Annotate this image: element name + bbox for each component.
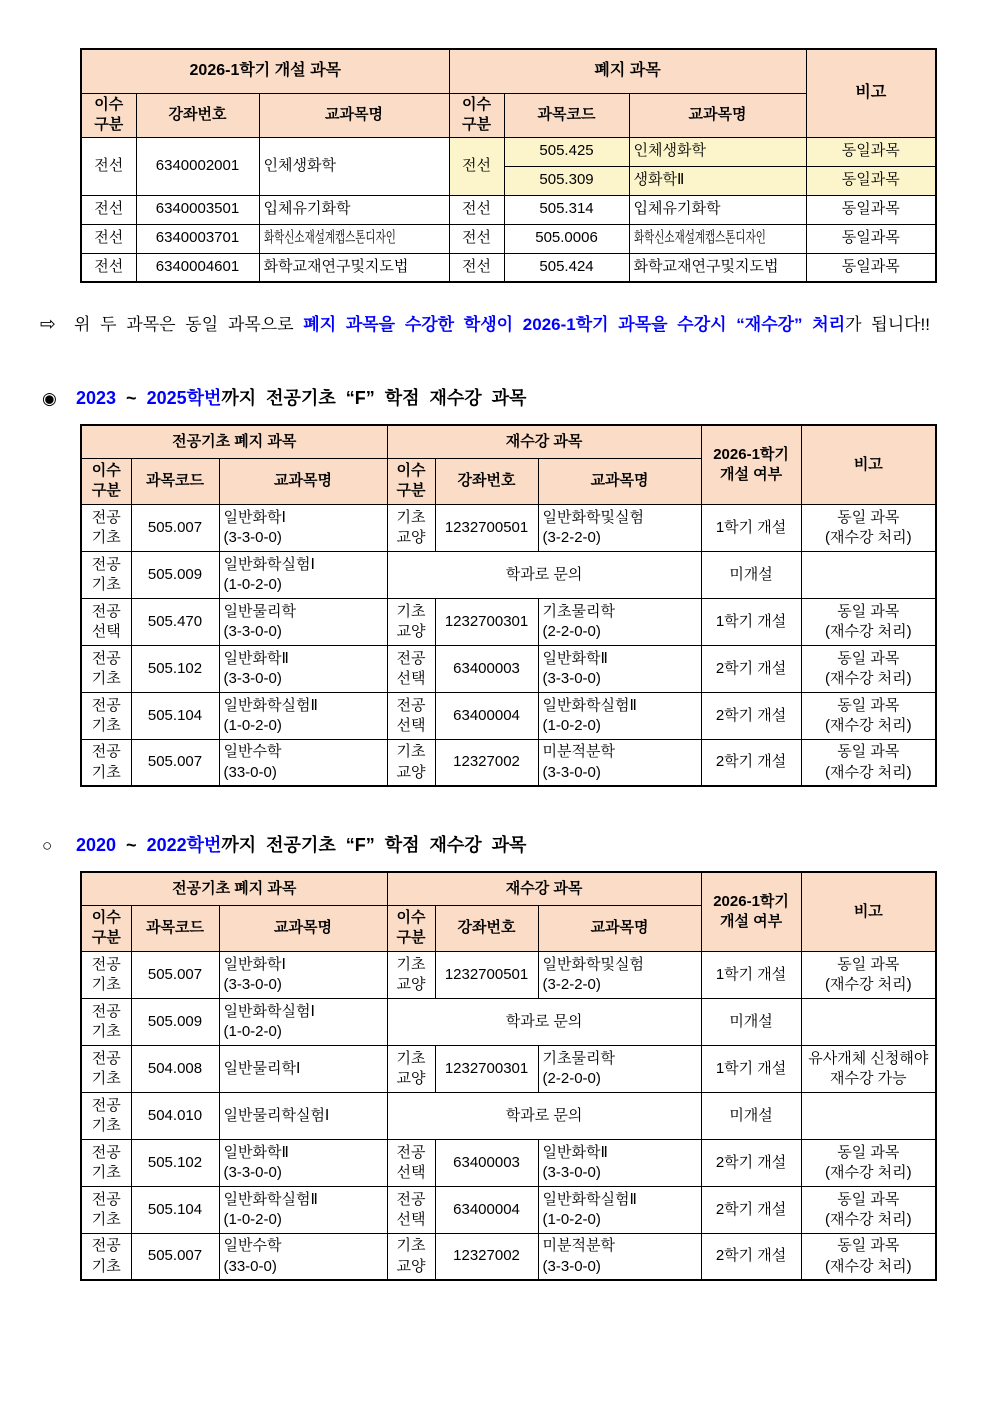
circle-bullet-icon: ○ — [42, 836, 53, 856]
cell-open-status: 2학기 개설 — [701, 1139, 801, 1186]
cell-remark: 동일 과목 (재수강 처리) — [801, 692, 936, 739]
cell-course-name: 일반수학 (33-0-0) — [219, 739, 387, 786]
column-header-course-code: 과목코드 — [131, 905, 219, 951]
cell-category: 전공 기초 — [81, 1139, 131, 1186]
cell-lecture-no: 1232700501 — [435, 504, 538, 551]
cell-lecture-no: 63400004 — [435, 1186, 538, 1233]
cell-course-name: 일반화학및실험 (3-2-2-0) — [538, 951, 701, 998]
column-header-lecture-no: 강좌번호 — [435, 905, 538, 951]
table1-header — [81, 49, 936, 137]
cell-open-status: 1학기 개설 — [701, 951, 801, 998]
cell-open-status: 2학기 개설 — [701, 1233, 801, 1280]
cell-category: 전선 — [449, 253, 504, 282]
cell-category: 전선 — [81, 137, 136, 195]
cell-remark — [801, 998, 936, 1045]
cell-course-name: 기초물리학 (2-2-0-0) — [538, 1045, 701, 1092]
column-header-course-name: 교과목명 — [538, 905, 701, 951]
table-row — [81, 1233, 936, 1280]
fisheye-bullet-icon: ◉ — [42, 389, 57, 409]
group-header-discontinued: 폐지 과목 — [449, 49, 806, 93]
cell-course-name — [259, 195, 449, 224]
right-arrow-icon: ⇨ — [40, 314, 56, 335]
table-row — [81, 551, 936, 598]
table-row — [81, 692, 936, 739]
cell-category: 전공 선택 — [387, 692, 435, 739]
cell-open-status: 1학기 개설 — [701, 504, 801, 551]
cell-category: 전선 — [81, 195, 136, 224]
table-row — [81, 224, 936, 253]
column-header-category: 이수 구분 — [81, 458, 131, 504]
cell-category: 전공 기초 — [81, 739, 131, 786]
retake-table-2020-body — [81, 951, 936, 1280]
cell-remark — [801, 551, 936, 598]
course-name-text: 화학신소재설계캡스톤디자인 — [633, 229, 766, 247]
retake-table-header — [81, 425, 936, 504]
cell-remark: 동일 과목 (재수강 처리) — [801, 951, 936, 998]
column-header-category: 이수 구분 — [81, 93, 136, 137]
cell-category: 전선 — [81, 224, 136, 253]
cell-course-name — [259, 224, 449, 253]
column-header-open-status: 2026-1학기 개설 여부 — [701, 425, 801, 504]
cell-remark: 동일과목 — [806, 224, 936, 253]
group-header-retake: 재수강 과목 — [387, 425, 701, 458]
table-row — [81, 998, 936, 1045]
retake-table-2023-body — [81, 504, 936, 786]
note-highlight-text: 폐지 과목을 수강한 학생이 2026-1학기 과목을 수강시 “재수강” 처리 — [303, 315, 846, 334]
cell-course-name — [629, 224, 806, 253]
heading-year-end: 2022학번 — [146, 835, 222, 856]
column-header-lecture-no: 강좌번호 — [136, 93, 259, 137]
cell-course-name: 일반화학실험Ⅰ (1-0-2-0) — [219, 551, 387, 598]
cell-lecture-no: 6340003501 — [136, 195, 259, 224]
note-paragraph — [40, 309, 955, 340]
cell-course-name: 일반화학Ⅱ (3-3-0-0) — [538, 1139, 701, 1186]
cell-open-status: 1학기 개설 — [701, 598, 801, 645]
cell-course-name: 일반화학실험Ⅱ (1-0-2-0) — [538, 692, 701, 739]
cell-course-name: 일반수학 (33-0-0) — [219, 1233, 387, 1280]
cell-course-name: 일반화학Ⅱ (3-3-0-0) — [219, 1139, 387, 1186]
cell-category: 전공 기초 — [81, 551, 131, 598]
cell-category: 전공 기초 — [81, 1045, 131, 1092]
column-header-lecture-no: 강좌번호 — [435, 458, 538, 504]
table-row — [81, 739, 936, 786]
heading-year-end: 2025학번 — [146, 388, 222, 409]
cell-category: 기초 교양 — [387, 1045, 435, 1092]
opened-vs-discontinued-table — [80, 48, 937, 283]
cell-open-status: 1학기 개설 — [701, 1045, 801, 1092]
cell-course-name: 인체생화학 — [259, 137, 449, 195]
cell-category: 기초 교양 — [387, 1233, 435, 1280]
group-header-discontinued-basics: 전공기초 폐지 과목 — [81, 425, 387, 458]
cell-course-name: 일반화학실험Ⅱ (1-0-2-0) — [538, 1186, 701, 1233]
cell-remark: 동일 과목 (재수강 처리) — [801, 504, 936, 551]
table-row — [81, 1139, 936, 1186]
cell-course-code: 505.102 — [131, 645, 219, 692]
course-name-text: 화학신소재설계캡스톤디자인 — [263, 229, 396, 247]
cell-course-name: 미분적분학 (3-3-0-0) — [538, 1233, 701, 1280]
table-row — [81, 1045, 936, 1092]
cell-remark: 동일 과목 (재수강 처리) — [801, 1186, 936, 1233]
cell-category: 전공 선택 — [387, 645, 435, 692]
cell-course-name: 일반화학및실험 (3-2-2-0) — [538, 504, 701, 551]
group-header-discontinued-basics: 전공기초 폐지 과목 — [81, 872, 387, 905]
column-header-remark: 비고 — [801, 425, 936, 504]
cell-category: 기초 교양 — [387, 739, 435, 786]
cell-course-code: 505.425 — [504, 137, 629, 166]
column-header-category: 이수 구분 — [387, 458, 435, 504]
cell-open-status: 2학기 개설 — [701, 1186, 801, 1233]
course-name-text: 입체유기화학 — [633, 200, 721, 218]
cell-course-code: 505.102 — [131, 1139, 219, 1186]
cell-category: 기초 교양 — [387, 951, 435, 998]
column-header-remark: 비고 — [806, 49, 936, 137]
cell-lecture-no: 12327002 — [435, 739, 538, 786]
cell-category: 전선 — [81, 253, 136, 282]
cell-category: 전공 기초 — [81, 951, 131, 998]
cell-open-status: 미개설 — [701, 1092, 801, 1139]
cell-remark: 유사개체 신청해야 재수강 가능 — [801, 1045, 936, 1092]
cell-course-code: 505.007 — [131, 1233, 219, 1280]
cell-course-name — [629, 253, 806, 282]
cell-course-name: 일반물리학Ⅰ — [219, 1045, 387, 1092]
cell-course-name: 일반화학Ⅱ (3-3-0-0) — [219, 645, 387, 692]
cell-lecture-no: 6340004601 — [136, 253, 259, 282]
cell-course-code: 505.470 — [131, 598, 219, 645]
cell-course-name: 일반화학실험Ⅱ (1-0-2-0) — [219, 1186, 387, 1233]
cell-course-code: 505.424 — [504, 253, 629, 282]
course-name-text: 화학교재연구및지도법 — [633, 258, 779, 276]
cell-course-code: 505.009 — [131, 998, 219, 1045]
cell-category: 전공 선택 — [387, 1186, 435, 1233]
cell-course-name: 생화학Ⅱ — [629, 166, 806, 195]
cell-category: 전공 기초 — [81, 1186, 131, 1233]
cell-remark — [801, 1092, 936, 1139]
cell-category: 기초 교양 — [387, 504, 435, 551]
column-header-course-code: 과목코드 — [504, 93, 629, 137]
cell-open-status: 2학기 개설 — [701, 739, 801, 786]
cell-merged-note: 학과로 문의 — [387, 1092, 701, 1139]
cell-category: 전공 기초 — [81, 1092, 131, 1139]
cell-merged-note: 학과로 문의 — [387, 998, 701, 1045]
table-row — [81, 504, 936, 551]
cell-course-code: 505.007 — [131, 951, 219, 998]
cell-remark: 동일과목 — [806, 137, 936, 166]
heading-tilde: ~ — [116, 388, 147, 409]
cell-category: 전선 — [449, 224, 504, 253]
course-name-text: 입체유기화학 — [263, 200, 351, 218]
column-header-category: 이수 구분 — [387, 905, 435, 951]
section-heading-2020-2022 — [42, 831, 992, 857]
cell-category: 전공 선택 — [81, 598, 131, 645]
cell-lecture-no: 1232700301 — [435, 598, 538, 645]
table1-body — [81, 137, 936, 282]
cell-course-code: 505.104 — [131, 692, 219, 739]
cell-remark: 동일과목 — [806, 195, 936, 224]
cell-lecture-no: 63400004 — [435, 692, 538, 739]
column-header-category: 이수 구분 — [449, 93, 504, 137]
cell-remark: 동일 과목 (재수강 처리) — [801, 645, 936, 692]
cell-course-code: 504.008 — [131, 1045, 219, 1092]
note-text: 가 됩니다!! — [845, 315, 930, 334]
cell-merged-note: 학과로 문의 — [387, 551, 701, 598]
column-header-open-status: 2026-1학기 개설 여부 — [701, 872, 801, 951]
cell-course-code: 505.104 — [131, 1186, 219, 1233]
cell-remark: 동일 과목 (재수강 처리) — [801, 739, 936, 786]
cell-course-code: 505.309 — [504, 166, 629, 195]
table-row — [81, 137, 936, 166]
heading-year-start: 2020 — [76, 835, 117, 856]
cell-course-name — [629, 195, 806, 224]
cell-course-code: 505.007 — [131, 739, 219, 786]
cell-category: 전공 기초 — [81, 998, 131, 1045]
cell-category: 전공 기초 — [81, 504, 131, 551]
retake-table-2020-2022 — [80, 871, 937, 1281]
cell-course-code: 504.010 — [131, 1092, 219, 1139]
cell-lecture-no: 6340002001 — [136, 137, 259, 195]
cell-course-name: 일반화학Ⅱ (3-3-0-0) — [538, 645, 701, 692]
cell-lecture-no: 12327002 — [435, 1233, 538, 1280]
retake-table-2023-2025 — [80, 424, 937, 787]
column-header-course-name: 교과목명 — [259, 93, 449, 137]
table-row — [81, 645, 936, 692]
column-header-course-name: 교과목명 — [219, 458, 387, 504]
cell-course-name: 인체생화학 — [629, 137, 806, 166]
table-row — [81, 1186, 936, 1233]
cell-category: 전선 — [449, 137, 504, 195]
heading-rest: 까지 전공기초 “F” 학점 재수강 과목 — [221, 388, 527, 409]
cell-lecture-no: 6340003701 — [136, 224, 259, 253]
column-header-course-name: 교과목명 — [538, 458, 701, 504]
cell-category: 기초 교양 — [387, 598, 435, 645]
cell-category: 전공 기초 — [81, 692, 131, 739]
cell-remark: 동일 과목 (재수강 처리) — [801, 598, 936, 645]
retake-table-header — [81, 872, 936, 951]
column-header-course-name: 교과목명 — [629, 93, 806, 137]
heading-year-start: 2023 — [76, 388, 117, 409]
group-header-opened: 2026-1학기 개설 과목 — [81, 49, 449, 93]
column-header-remark: 비고 — [801, 872, 936, 951]
cell-course-name: 일반화학Ⅰ (3-3-0-0) — [219, 504, 387, 551]
cell-remark: 동일과목 — [806, 253, 936, 282]
table-row — [81, 1092, 936, 1139]
section-heading-2023-2025 — [42, 384, 992, 410]
cell-open-status: 2학기 개설 — [701, 645, 801, 692]
column-header-category: 이수 구분 — [81, 905, 131, 951]
cell-course-name: 일반화학Ⅰ (3-3-0-0) — [219, 951, 387, 998]
cell-course-code: 505.314 — [504, 195, 629, 224]
column-header-course-code: 과목코드 — [131, 458, 219, 504]
cell-course-name: 일반물리학 (3-3-0-0) — [219, 598, 387, 645]
cell-remark: 동일 과목 (재수강 처리) — [801, 1139, 936, 1186]
cell-course-name: 기초물리학 (2-2-0-0) — [538, 598, 701, 645]
cell-category: 전공 선택 — [387, 1139, 435, 1186]
cell-remark: 동일과목 — [806, 166, 936, 195]
table-row — [81, 195, 936, 224]
cell-open-status: 미개설 — [701, 998, 801, 1045]
cell-lecture-no: 63400003 — [435, 1139, 538, 1186]
cell-course-code: 505.007 — [131, 504, 219, 551]
table-row — [81, 253, 936, 282]
table-row — [81, 598, 936, 645]
cell-course-name: 일반물리학실험Ⅰ — [219, 1092, 387, 1139]
cell-remark: 동일 과목 (재수강 처리) — [801, 1233, 936, 1280]
column-header-course-name: 교과목명 — [219, 905, 387, 951]
cell-course-code: 505.0006 — [504, 224, 629, 253]
cell-course-name — [259, 253, 449, 282]
cell-category: 전공 기초 — [81, 1233, 131, 1280]
heading-tilde: ~ — [116, 835, 147, 856]
cell-open-status: 2학기 개설 — [701, 692, 801, 739]
cell-course-code: 505.009 — [131, 551, 219, 598]
cell-category: 전선 — [449, 195, 504, 224]
cell-lecture-no: 63400003 — [435, 645, 538, 692]
cell-course-name: 미분적분학 (3-3-0-0) — [538, 739, 701, 786]
cell-course-name: 일반화학실험Ⅱ (1-0-2-0) — [219, 692, 387, 739]
group-header-retake: 재수강 과목 — [387, 872, 701, 905]
cell-open-status: 미개설 — [701, 551, 801, 598]
cell-lecture-no: 1232700301 — [435, 1045, 538, 1092]
heading-rest: 까지 전공기초 “F” 학점 재수강 과목 — [221, 835, 527, 856]
cell-category: 전공 기초 — [81, 645, 131, 692]
table-row — [81, 951, 936, 998]
cell-course-name: 일반화학실험Ⅰ (1-0-2-0) — [219, 998, 387, 1045]
cell-lecture-no: 1232700501 — [435, 951, 538, 998]
note-text: 위 두 과목은 동일 과목으로 — [74, 315, 304, 334]
course-name-text: 화학교재연구및지도법 — [263, 258, 409, 276]
